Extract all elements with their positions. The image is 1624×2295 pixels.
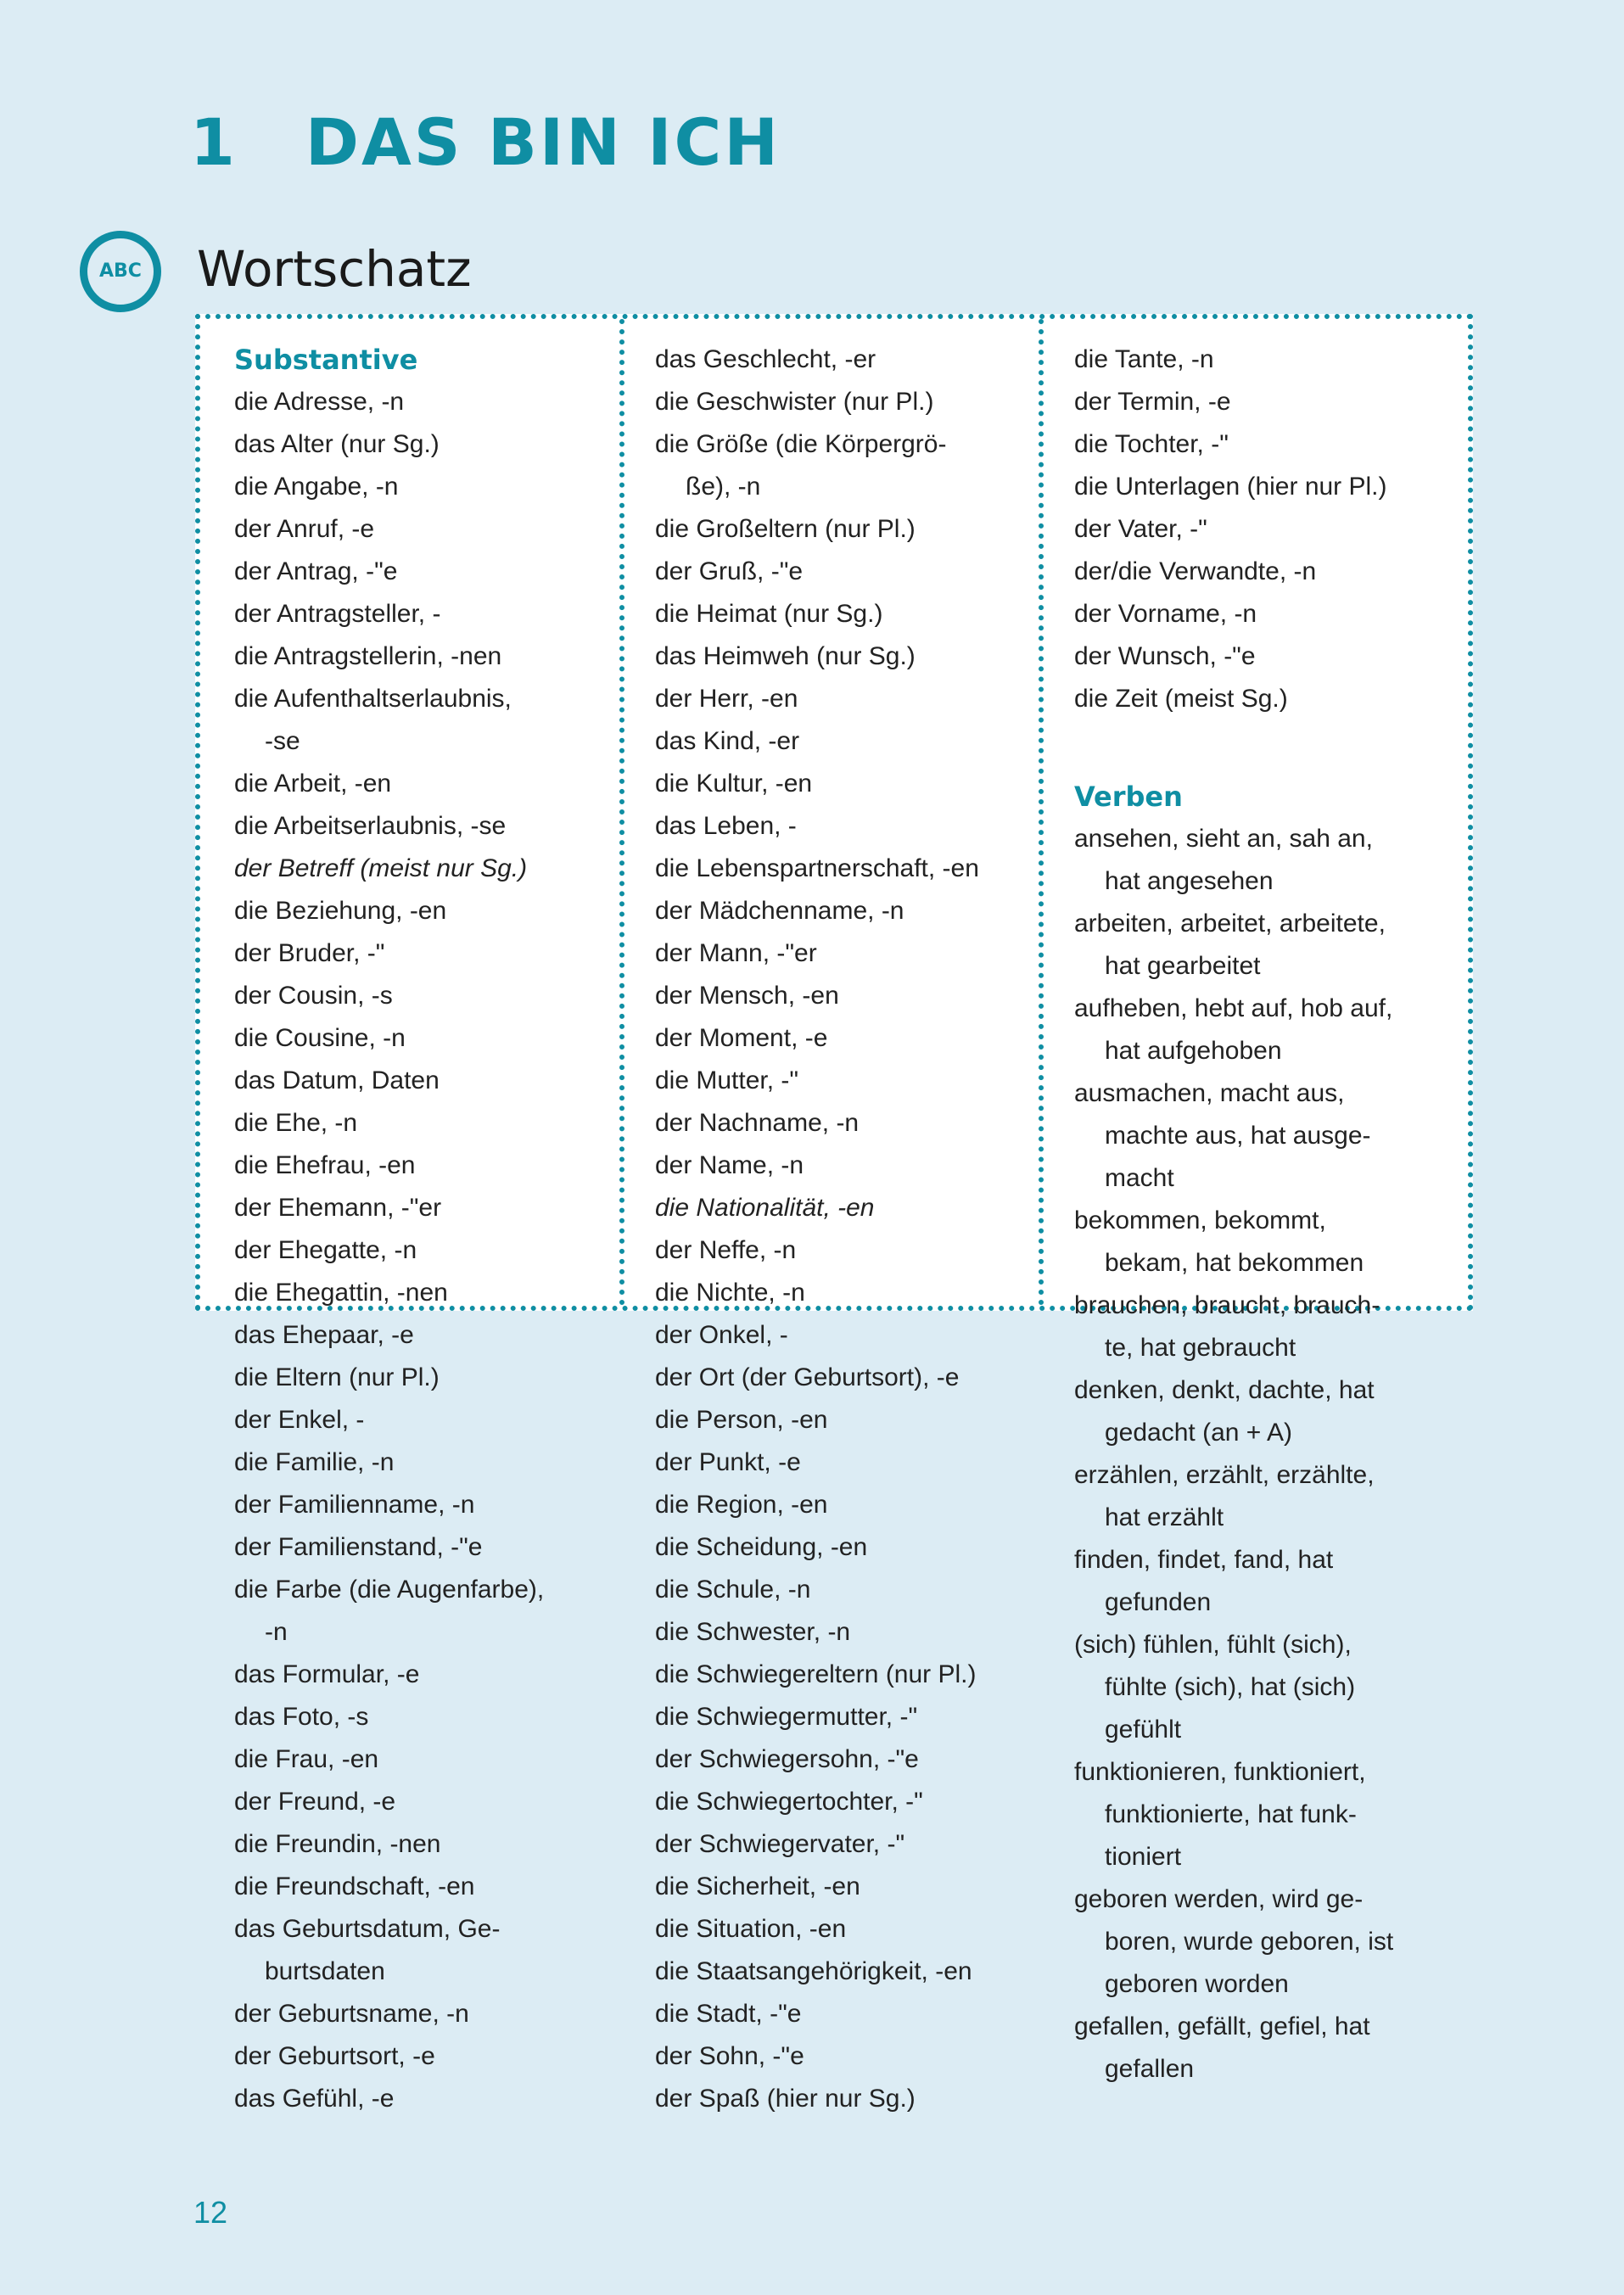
- word-entry-continuation: fühlte (sich), hat (sich): [1105, 1673, 1356, 1701]
- category-heading-substantive: Substantive: [234, 344, 418, 376]
- word-entry: der Enkel, -: [234, 1406, 365, 1434]
- word-entry: der Mädchenname, -n: [655, 897, 904, 925]
- word-entry: der Onkel, -: [655, 1321, 788, 1349]
- word-entry: der Sohn, -"e: [655, 2042, 804, 2070]
- word-entry-continuation: -n: [265, 1618, 288, 1646]
- word-entry: der Termin, -e: [1074, 388, 1231, 416]
- word-entry: die Ehefrau, -en: [234, 1151, 416, 1179]
- word-entry: die Freundschaft, -en: [234, 1872, 475, 1900]
- word-entry-continuation: macht: [1105, 1164, 1174, 1192]
- word-list: [655, 339, 1039, 2120]
- word-entry: das Ehepaar, -e: [234, 1321, 414, 1349]
- word-list: [234, 381, 619, 2120]
- word-entry: der Moment, -e: [655, 1024, 828, 1052]
- word-entry: die Ehegattin, -nen: [234, 1279, 448, 1307]
- word-entry: der Vater, -": [1074, 515, 1207, 543]
- word-entry: der Ehemann, -"er: [234, 1194, 442, 1222]
- word-entry-continuation: gefunden: [1105, 1588, 1212, 1616]
- word-entry: aufheben, hebt auf, hob auf,: [1074, 994, 1393, 1022]
- word-entry: der Name, -n: [655, 1151, 804, 1179]
- vocab-column-1: [200, 319, 619, 2113]
- chapter-heading: [190, 100, 781, 185]
- word-entry: die Schwiegertochter, -": [655, 1788, 923, 1816]
- word-entry: der Familienname, -n: [234, 1491, 475, 1519]
- word-entry: finden, findet, fand, hat: [1074, 1546, 1334, 1574]
- abc-icon: ABC: [80, 231, 161, 312]
- word-list: [1074, 339, 1468, 720]
- word-entry-continuation: burtsdaten: [265, 1957, 385, 1985]
- word-list: [1074, 818, 1468, 2091]
- word-entry: der Cousin, -s: [234, 982, 393, 1010]
- word-entry: die Schwester, -n: [655, 1618, 851, 1646]
- word-entry: die Zeit (meist Sg.): [1074, 685, 1288, 713]
- word-entry: das Alter (nur Sg.): [234, 430, 440, 458]
- word-entry: die Cousine, -n: [234, 1024, 406, 1052]
- word-entry-continuation: gedacht (an + A): [1105, 1419, 1292, 1447]
- word-entry: der Herr, -en: [655, 685, 798, 713]
- word-entry: die Farbe (die Augenfarbe),: [234, 1576, 545, 1604]
- word-entry-continuation: -se: [265, 727, 300, 755]
- word-entry: funktionieren, funktioniert,: [1074, 1758, 1366, 1786]
- word-entry: das Kind, -er: [655, 727, 800, 755]
- word-entry: die Ehe, -n: [234, 1109, 358, 1137]
- word-entry: die Geschwister (nur Pl.): [655, 388, 934, 416]
- word-entry: die Großeltern (nur Pl.): [655, 515, 916, 543]
- word-entry: die Arbeitserlaubnis, -se: [234, 812, 507, 840]
- word-entry: geboren werden, wird ge-: [1074, 1885, 1364, 1913]
- word-entry: die Kultur, -en: [655, 770, 813, 798]
- word-entry: die Nationalität, -en: [655, 1194, 875, 1222]
- word-entry: der Mensch, -en: [655, 982, 839, 1010]
- word-entry: der Anruf, -e: [234, 515, 375, 543]
- word-entry: die Mutter, -": [655, 1066, 799, 1094]
- word-entry: der/die Verwandte, -n: [1074, 557, 1317, 585]
- vocab-column-2: [619, 319, 1039, 2113]
- word-entry-continuation: bekam, hat bekommen: [1105, 1249, 1364, 1277]
- chapter-number: 1: [190, 104, 238, 180]
- word-entry: das Gefühl, -e: [234, 2085, 395, 2113]
- word-entry: die Größe (die Körpergrö-: [655, 430, 947, 458]
- word-entry: der Spaß (hier nur Sg.): [655, 2085, 916, 2113]
- word-entry: die Region, -en: [655, 1491, 828, 1519]
- word-entry: das Formular, -e: [234, 1660, 420, 1688]
- word-entry: das Datum, Daten: [234, 1066, 440, 1094]
- word-entry: ausmachen, macht aus,: [1074, 1079, 1345, 1107]
- word-entry: die Aufenthaltserlaubnis,: [234, 685, 512, 713]
- word-entry: die Sicherheit, -en: [655, 1872, 860, 1900]
- word-entry: der Vorname, -n: [1074, 600, 1257, 628]
- word-entry-continuation: te, hat gebraucht: [1105, 1334, 1296, 1362]
- section-title: Wortschatz: [197, 240, 472, 298]
- word-entry: die Situation, -en: [655, 1915, 847, 1943]
- word-entry: die Schwiegereltern (nur Pl.): [655, 1660, 977, 1688]
- word-entry: der Mann, -"er: [655, 939, 817, 967]
- word-entry: der Nachname, -n: [655, 1109, 860, 1137]
- word-entry-continuation: hat aufgehoben: [1105, 1037, 1282, 1065]
- word-entry-continuation: geboren worden: [1105, 1970, 1289, 1998]
- word-entry: die Nichte, -n: [655, 1279, 805, 1307]
- word-entry-continuation: gefallen: [1105, 2055, 1195, 2083]
- word-entry: das Geschlecht, -er: [655, 345, 876, 373]
- word-entry: das Foto, -s: [234, 1703, 369, 1731]
- word-entry: der Schwiegersohn, -"e: [655, 1745, 919, 1773]
- word-entry: die Beziehung, -en: [234, 897, 447, 925]
- word-entry-continuation: hat angesehen: [1105, 867, 1274, 895]
- word-entry: erzählen, erzählt, erzählte,: [1074, 1461, 1375, 1489]
- section-spacer: [1074, 720, 1468, 775]
- word-entry: der Neffe, -n: [655, 1236, 797, 1264]
- page-number: 12: [193, 2195, 228, 2230]
- word-entry: die Scheidung, -en: [655, 1533, 868, 1561]
- word-entry: (sich) fühlen, fühlt (sich),: [1074, 1631, 1352, 1659]
- word-entry-continuation: ße), -n: [686, 473, 761, 501]
- word-entry: gefallen, gefällt, gefiel, hat: [1074, 2012, 1370, 2040]
- word-entry: die Lebenspartnerschaft, -en: [655, 854, 979, 882]
- word-entry-continuation: boren, wurde geboren, ist: [1105, 1928, 1394, 1956]
- word-entry: arbeiten, arbeitet, arbeitete,: [1074, 910, 1386, 938]
- word-entry: die Stadt, -"e: [655, 2000, 802, 2028]
- word-entry-continuation: machte aus, hat ausge-: [1105, 1122, 1371, 1150]
- word-entry: das Leben, -: [655, 812, 797, 840]
- word-entry: die Angabe, -n: [234, 473, 399, 501]
- word-entry: brauchen, braucht, brauch-: [1074, 1291, 1380, 1319]
- word-entry: denken, denkt, dachte, hat: [1074, 1376, 1375, 1404]
- chapter-title: DAS BIN ICH: [305, 104, 781, 180]
- word-entry: die Antragstellerin, -nen: [234, 642, 502, 670]
- vocab-column-3: [1039, 319, 1468, 2083]
- word-entry-continuation: hat gearbeitet: [1105, 952, 1261, 980]
- word-entry: die Freundin, -nen: [234, 1830, 441, 1858]
- word-entry: das Geburtsdatum, Ge-: [234, 1915, 501, 1943]
- word-entry: der Freund, -e: [234, 1788, 396, 1816]
- word-entry: der Wunsch, -"e: [1074, 642, 1256, 670]
- word-entry: die Tante, -n: [1074, 345, 1214, 373]
- word-entry: der Betreff (meist nur Sg.): [234, 854, 528, 882]
- word-entry: der Familienstand, -"e: [234, 1533, 483, 1561]
- word-entry-continuation: hat erzählt: [1105, 1503, 1224, 1531]
- word-entry: ansehen, sieht an, sah an,: [1074, 825, 1373, 853]
- vocabulary-box: [195, 314, 1473, 2113]
- word-entry: der Antragsteller, -: [234, 600, 441, 628]
- word-entry: die Person, -en: [655, 1406, 828, 1434]
- word-entry: die Unterlagen (hier nur Pl.): [1074, 473, 1387, 501]
- word-entry-continuation: funktionierte, hat funk-: [1105, 1800, 1357, 1828]
- category-heading-verben: Verben: [1074, 781, 1183, 813]
- word-entry: der Gruß, -"e: [655, 557, 804, 585]
- word-entry: die Familie, -n: [234, 1448, 395, 1476]
- word-entry: der Ort (der Geburtsort), -e: [655, 1363, 960, 1391]
- word-entry: der Geburtsort, -e: [234, 2042, 435, 2070]
- word-entry: die Staatsangehörigkeit, -en: [655, 1957, 972, 1985]
- word-entry: die Tochter, -": [1074, 430, 1229, 458]
- word-entry: die Schule, -n: [655, 1576, 811, 1604]
- word-entry: die Eltern (nur Pl.): [234, 1363, 440, 1391]
- word-entry: die Adresse, -n: [234, 388, 405, 416]
- word-entry: die Heimat (nur Sg.): [655, 600, 883, 628]
- word-entry: die Frau, -en: [234, 1745, 379, 1773]
- word-entry: der Ehegatte, -n: [234, 1236, 417, 1264]
- word-entry: das Heimweh (nur Sg.): [655, 642, 916, 670]
- word-entry-continuation: gefühlt: [1105, 1716, 1182, 1744]
- word-entry: der Antrag, -"e: [234, 557, 398, 585]
- word-entry: der Bruder, -": [234, 939, 385, 967]
- word-entry: der Geburtsname, -n: [234, 2000, 469, 2028]
- word-entry: der Punkt, -e: [655, 1448, 801, 1476]
- word-entry: die Schwiegermutter, -": [655, 1703, 918, 1731]
- word-entry-continuation: tioniert: [1105, 1843, 1182, 1871]
- word-entry: die Arbeit, -en: [234, 770, 392, 798]
- word-entry: bekommen, bekommt,: [1074, 1206, 1326, 1234]
- word-entry: der Schwiegervater, -": [655, 1830, 905, 1858]
